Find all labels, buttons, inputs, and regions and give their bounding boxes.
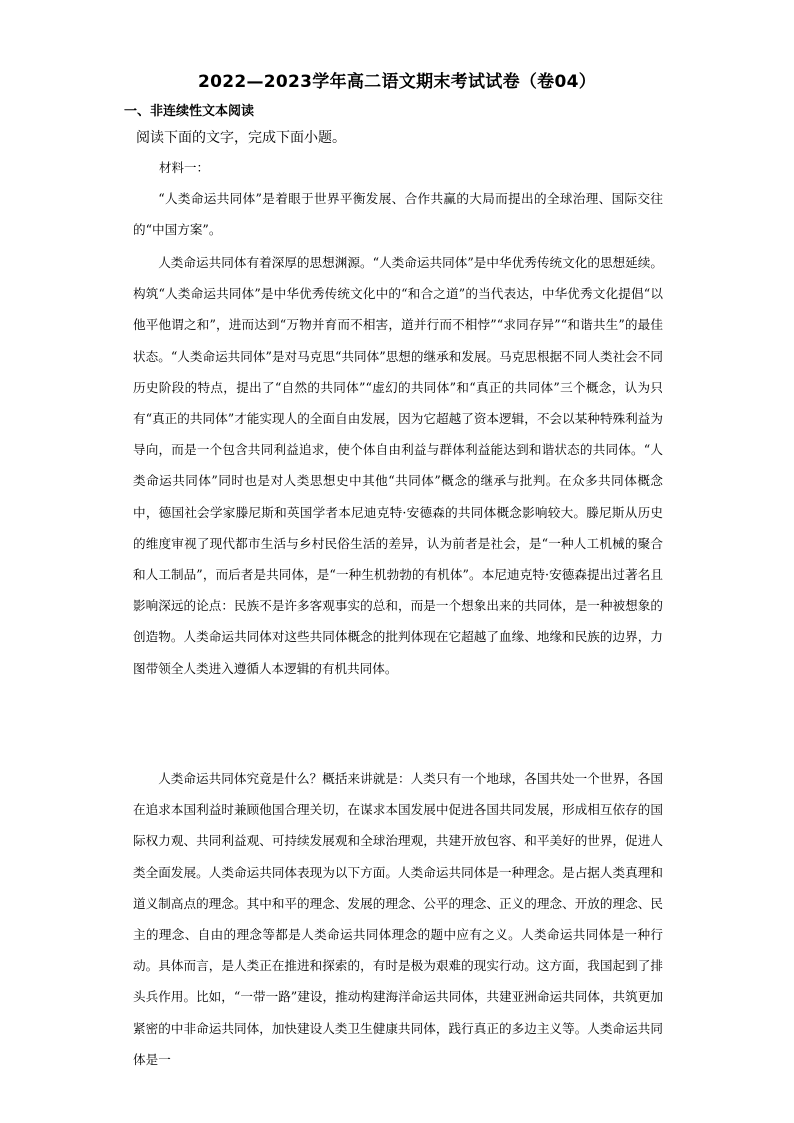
paragraph-intro: “人类命运共同体”是着眼于世界平衡发展、合作共赢的大局而提出的全球治理、国际交往的“中国方案”。 [133, 191, 663, 238]
section-heading: 一、非连续性文本阅读 [124, 104, 255, 119]
document-title: 2022—2023学年高二语文期末考试试卷（卷04） [197, 72, 597, 92]
paragraph-definition: 人类命运共同体究竟是什么？概括来讲就是：人类只有一个地球，各国共处一个世界，各国在追求本国利益时兼顾他国合理关切，在谋求本国发展中促进各国共同发展，形成相互依存的国际权力观、共同利益观、可持续发展观和全球治理观，共建开放包容、和平美好的世界，促进人类全面发展。人类命运共同体表现为以下方面。人类命运共同体是一种理念。是占据人类真理和道义制高点的理念。其中和平的理念、发展的理念、公平的理念、正义的理念、开放的理念、民主的理念、自由的理念等都是人类命运共同体理念的题中应有之义。人类命运共同体是一种行动。具体而言，是人类正在推进和探索的，有时是极为艰难的现实行动。这方面，我国起到了排头兵作用。比如，“一带一路”建设，推动构建海洋命运共同体，共建亚洲命运共同体，共筑更加紧密的中非命运共同体，加快建设人类卫生健康共同体，践行真正的多边主义等。人类命运共同体是一 [133, 771, 663, 1067]
material-label: 材料一： [159, 160, 210, 175]
paragraph-origins: 人类命运共同体有着深厚的思想渊源。“人类命运共同体”是中华优秀传统文化的思想延续。构筑“人类命运共同体”是中华优秀传统文化中的“和合之道”的当代表达，中华优秀文化提倡“以他平他谓之和”，进而达到“万物并育而不相害，道并行而不相悖”“求同存异”“和谐共生”的最佳状态。“人类命运共同体”是对马克思“共同体”思想的继承和发展。马克思根据不同人类社会不同历史阶段的特点，提出了“自然的共同体”“虚幻的共同体”和“真正的共同体”三个概念，认为只有“真正的共同体”才能实现人的全面自由发展，因为它超越了资本逻辑，不会以某种特殊利益为导向，而是一个包含共同利益追求，使个体自由利益与群体利益能达到和谐状态的共同体。“人类命运共同体”同时也是对人类思想史中其他“共同体”概念的继承与批判。在众多共同体概念中，德国社会学家滕尼斯和英国学者本尼迪克特·安德森的共同体概念影响较大。滕尼斯从历史的维度审视了现代都市生活与乡村民俗生活的差异，认为前者是社会，是“一种人工机械的聚合和人工制品”，而后者是共同体，是“一种生机勃勃的有机体”。本尼迪克特·安德森提出过著名且影响深远的论点：民族不是许多客观事实的总和，而是一个想象出来的共同体，是一种被想象的创造物。人类命运共同体对这些共同体概念的批判体现在它超越了血缘、地缘和民族的边界，力图带领全人类进入遵循人本逻辑的有机共同体。 [133, 255, 663, 676]
reading-instruction: 阅读下面的文字，完成下面小题。 [136, 130, 346, 146]
